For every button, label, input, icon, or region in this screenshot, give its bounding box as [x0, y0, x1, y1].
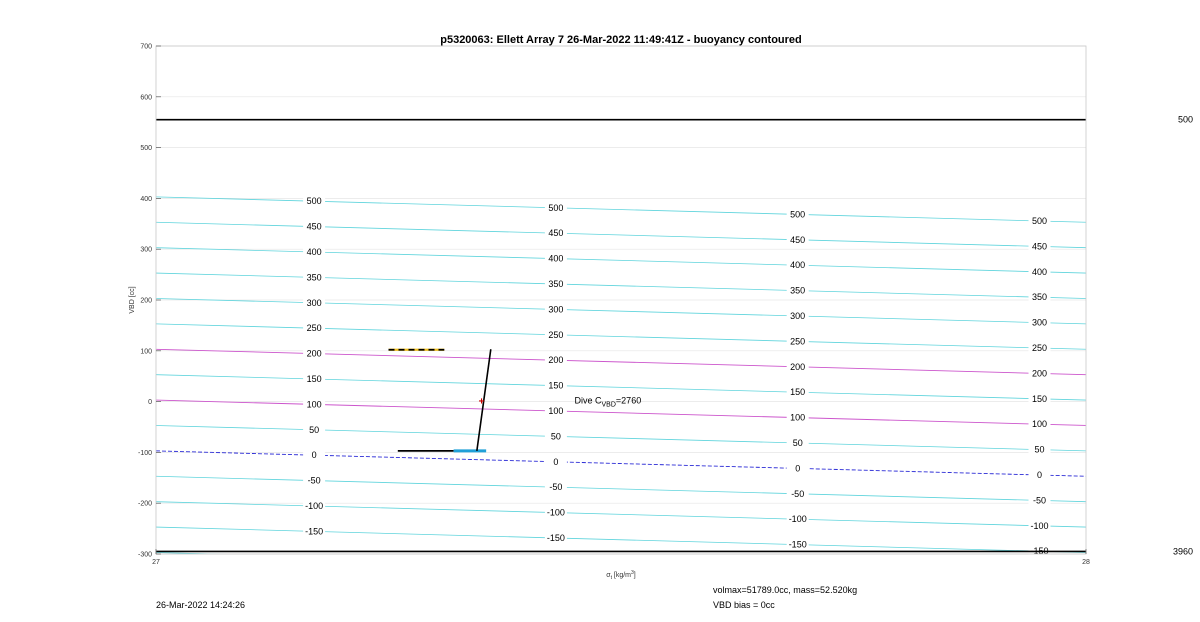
contour-label: 250 [790, 336, 806, 347]
contour-label: 400 [790, 260, 806, 271]
y-tick-label: -200 [137, 500, 152, 508]
contour-label: 100 [548, 405, 564, 416]
contour-label: 350 [548, 278, 564, 289]
contour-label: 100 [790, 412, 806, 423]
contour-label: 450 [790, 234, 806, 245]
contour-label: 0 [553, 456, 559, 467]
contour-label: 450 [306, 221, 322, 232]
dive-cvbd-annotation: Dive $C_{VBD}=2760$ [574, 395, 642, 409]
contour-label: 300 [548, 304, 564, 315]
contour-label: -150 [305, 526, 324, 537]
y-tick-label: 700 [140, 43, 152, 51]
center-marker: + [478, 396, 485, 408]
contour-label: 400 [1031, 266, 1048, 277]
contour-label: 0 [311, 450, 317, 461]
reference-line-label: 500 [1177, 114, 1193, 125]
contour-label: -100 [788, 514, 807, 525]
contour-label: 100 [1031, 419, 1048, 430]
contour-label: 50 [792, 438, 803, 449]
contour-label: 350 [790, 285, 806, 296]
y-tick-label: 500 [140, 145, 152, 153]
footer-vbd-bias: VBD bias = 0cc [713, 600, 775, 610]
y-tick-label: 100 [140, 348, 152, 356]
contour-label: -150 [1030, 546, 1049, 557]
contour-label: 200 [790, 361, 806, 372]
contour-label: 0 [1036, 470, 1043, 481]
contour-label: 50 [1034, 444, 1045, 455]
contour-label: -100 [305, 500, 324, 511]
contour-label: 350 [1031, 292, 1048, 303]
y-tick-label: 600 [140, 94, 152, 102]
y-axis-label: VBD [cc] [129, 286, 136, 314]
y-tick-label: -300 [137, 551, 152, 559]
contour-label: 300 [790, 311, 806, 322]
contour-label: 400 [306, 246, 322, 257]
contour-label: -50 [1032, 495, 1047, 506]
x-tick-label: 27 [152, 559, 160, 566]
contour-label: 100 [306, 399, 322, 410]
contour-label: 400 [548, 253, 564, 264]
y-tick-label: 0 [148, 399, 152, 407]
contour-label: -50 [791, 488, 805, 499]
contour-label: 300 [1031, 317, 1048, 328]
contour-label: 250 [1031, 343, 1048, 354]
contour-label: 150 [548, 380, 564, 391]
footer-timestamp: 26-Mar-2022 14:24:26 [156, 600, 246, 610]
contour-label: 450 [1031, 241, 1048, 252]
chart-title: p5320063: Ellett Array 7 26-Mar-2022 11:49:41Z - buoyancy contoured [440, 34, 802, 46]
contour-label: 500 [790, 209, 806, 220]
x-tick-label: 28 [1082, 559, 1090, 566]
contour-label: 50 [309, 424, 320, 435]
contour-label: 150 [306, 373, 322, 384]
y-tick-label: 400 [140, 195, 152, 203]
contour-label: 200 [1031, 368, 1048, 379]
contour-label: 250 [548, 329, 564, 340]
contour-label: -100 [1030, 520, 1049, 531]
contour-label: 250 [306, 323, 322, 334]
contour-label: -50 [307, 475, 321, 486]
contour-label: 200 [306, 348, 322, 359]
y-tick-label: 200 [140, 297, 152, 305]
contour-label: 300 [306, 297, 322, 308]
contour-label: -50 [549, 482, 563, 493]
contour-label: -150 [788, 539, 807, 550]
contour-label: 500 [1031, 216, 1048, 227]
contour-label: 150 [1031, 393, 1048, 404]
contour-label: 350 [306, 272, 322, 283]
contour-label: 0 [795, 463, 801, 474]
contour-label: 200 [548, 355, 564, 366]
contour-label: 500 [548, 202, 564, 213]
contour-label: 150 [790, 387, 806, 398]
reference-line-label: 3960 [1172, 546, 1193, 557]
contour-label: 50 [550, 431, 561, 442]
contour-label: -100 [546, 507, 565, 518]
y-tick-label: 300 [140, 246, 152, 254]
contour-label: 500 [306, 196, 322, 207]
contour-label: 450 [548, 228, 564, 239]
contour-label: -150 [546, 532, 565, 543]
y-tick-label: -100 [137, 449, 152, 457]
x-axis-label: $\sigma_t$ $[kg/m^3]$ [606, 570, 636, 581]
footer-volmax: volmax=51789.0cc, mass=52.520kg [713, 585, 858, 595]
